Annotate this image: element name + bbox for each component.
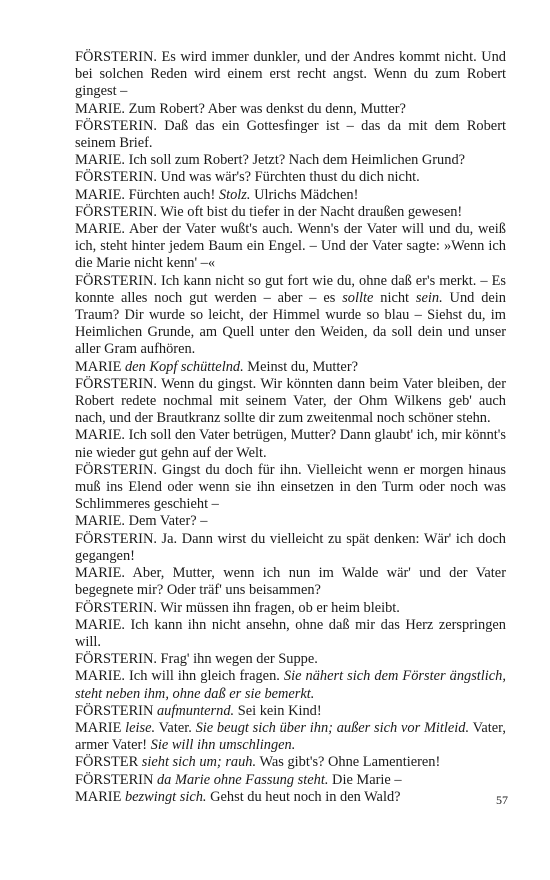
stage-direction: sollte [342,289,374,306]
document-page [75,49,506,806]
stage-direction: Stolz. [218,186,251,203]
dialogue-text: FÖRSTERIN [75,771,157,788]
dialogue-paragraph [75,187,506,204]
dialogue-text: MARIE. Zum Robert? Aber was denkst du denn, Mutter? [75,100,406,117]
page-number: 57 [496,793,508,807]
dialogue-text: MARIE [75,719,126,736]
dialogue-paragraph [75,754,506,771]
dialogue-paragraph [75,427,506,461]
dialogue-text: FÖRSTERIN [75,702,157,719]
dialogue-text: FÖRSTERIN. Daß das ein Gottesfinger ist – das da mit dem Robert seinem Brief. [75,117,506,152]
dialogue-paragraph [75,668,506,702]
dialogue-text: FÖRSTERIN. Wir müssen ihn fragen, ob er heim bleibt. [75,599,400,616]
dialogue-text: FÖRSTERIN. Wenn du gingst. Wir könnten dann beim Vater bleiben, der Robert redete nochmal mit seinem Vater, der Ohm Wilkens geb' auch nach, und der Brautkranz sollte dir zum zweitenmal noch schöner stehn. [75,375,506,427]
dialogue-text: FÖRSTERIN. Gingst du doch für ihn. Vielleicht wenn er morgen hinaus muß ins Elend oder wenn sie ihn einsetzen in den Turm oder noch was Schlimmeres geschieht – [75,461,506,513]
dialogue-paragraph [75,221,506,273]
dialogue-paragraph [75,462,506,514]
dialogue-text: MARIE. Ich will ihn gleich fragen. [75,668,284,685]
dialogue-text: Was gibt's? Ohne Lamentieren! [256,754,441,771]
stage-direction: Sie will ihn umschlingen. [150,737,296,754]
dialogue-paragraph [75,118,506,152]
dialogue-paragraph [75,152,506,169]
dialogue-text: MARIE. Aber, Mutter, wenn ich nun im Walde wär' und der Vater begegnete mir? Oder träf' uns beisammen? [75,565,506,599]
dialogue-paragraph [75,359,506,376]
dialogue-text: Gehst du heut noch in den Wald? [206,788,401,805]
dialogue-text: MARIE. Ich soll zum Robert? Jetzt? Nach dem Heimlichen Grund? [75,152,466,169]
stage-direction: aufmunternd. [156,702,235,719]
dialogue-paragraph [75,617,506,651]
dialogue-paragraph [75,565,506,599]
dialogue-text: MARIE. Ich soll den Vater betrügen, Mutter? Dann glaubt' ich, mir könnt's nie wieder gut gehn auf der Welt. [75,427,506,461]
dialogue-text: Vater, armer Vater! [75,719,506,754]
dialogue-text: MARIE [75,358,125,375]
stage-direction: den Kopf schüttelnd. [124,358,244,375]
dialogue-paragraph [75,101,506,118]
dialogue-text: Die Marie – [328,771,402,788]
dialogue-text: Ulrichs Mädchen! [250,186,359,203]
stage-direction: Sie beugt sich über ihn; außer sich vor Mitleid. [195,719,470,736]
dialogue-paragraph [75,273,506,359]
dialogue-paragraph [75,600,506,617]
dialogue-paragraph [75,204,506,221]
dialogue-text: Und dein Traum? Dir wurde so leicht, der Himmel wurde so blau – Siehst du, im Heimlichen Grunde, am Quell unter den Weiden, da soll dein und unser aller Gram aufhören. [75,289,506,358]
stage-direction: da Marie ohne Fassung steht. [156,771,329,788]
dialogue-text: Meinst du, Mutter? [243,358,358,375]
stage-direction: bezwingt sich. [124,788,207,805]
dialogue-text: MARIE. Aber der Vater wußt's auch. Wenn's der Vater will und du, weiß ich, steht hinter jedem Baum ein Engel. – Und der Vater sagte: »Wenn ich die Marie nicht kenn' –« [75,221,506,272]
dialogue-text: FÖRSTERIN. Ich kann nicht so gut fort wie du, ohne daß er's merkt. – Es konnte alles noch gut werden – aber – es [75,272,506,306]
dialogue-text: nicht [373,289,416,306]
dialogue-text: FÖRSTERIN. Frag' ihn wegen der Suppe. [75,651,318,668]
dialogue-paragraph [75,720,506,754]
dialogue-paragraph [75,531,506,565]
dialogue-paragraph [75,703,506,720]
stage-direction: leise. [125,719,156,736]
dialogue-text: FÖRSTERIN. Und was wär's? Fürchten thust du dich nicht. [75,169,420,186]
dialogue-paragraph [75,513,506,530]
dialogue-paragraph [75,169,506,186]
dialogue-text: Sei kein Kind! [234,702,322,719]
dialogue-paragraph [75,49,506,101]
dialogue-text: FÖRSTERIN. Wie oft bist du tiefer in der Nacht draußen gewesen! [75,203,463,220]
dialogue-text: Vater. [155,719,196,736]
stage-direction: Sie nähert sich dem Förster ängstlich, steht neben ihm, ohne daß er sie bemerkt. [75,668,506,702]
dialogue-text: MARIE. Dem Vater? – [75,513,208,530]
dialogue-paragraph [75,789,506,806]
stage-direction: sieht sich um; rauh. [141,754,257,771]
stage-direction: sein. [415,289,443,306]
dialogue-text: MARIE. Ich kann ihn nicht ansehn, ohne daß mir das Herz zerspringen will. [75,616,506,650]
dialogue-text: FÖRSTERIN. Ja. Dann wirst du vielleicht zu spät denken: Wär' ich doch gegangen! [75,530,506,564]
dialogue-text: FÖRSTERIN. Es wird immer dunkler, und der Andres kommt nicht. Und bei solchen Reden wird einem erst recht angst. Wenn du zum Robert gingest – [75,49,506,100]
dialogue-paragraph [75,376,506,428]
dialogue-text: MARIE. Fürchten auch! [75,186,219,203]
dialogue-paragraph [75,772,506,789]
dialogue-paragraph [75,651,506,668]
dialogue-text: MARIE [75,788,125,805]
dialogue-text: FÖRSTER [75,754,142,771]
